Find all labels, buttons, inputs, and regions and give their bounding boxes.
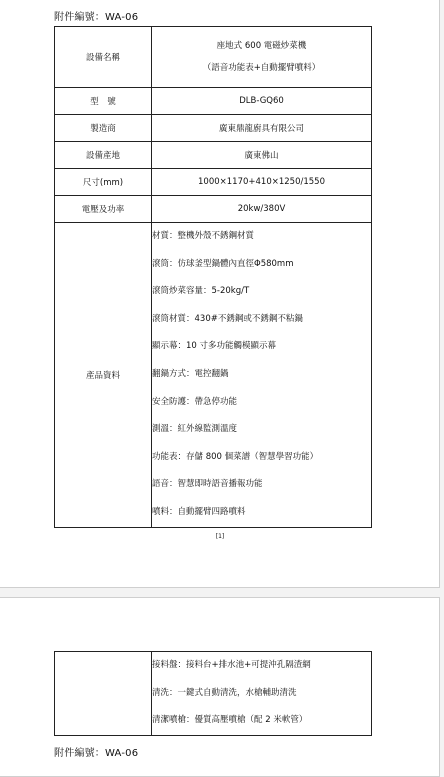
list-item: 安全防護：帶急停功能 [152, 396, 238, 407]
dimensions-label: 尺寸(mm) [55, 169, 152, 196]
list-item: 清洗：一鍵式自動清洗，水槍輔助清洗 [152, 687, 297, 698]
page-number: [1] [215, 533, 225, 540]
equipment-name-label: 設備名稱 [55, 27, 152, 88]
list-item: 語音：智慧即時語音播報功能 [152, 479, 263, 490]
list-item: 滾筒炒菜容量：5-20kg/T [152, 286, 250, 297]
list-item: 測溫：紅外線監測溫度 [152, 424, 238, 435]
attachment-reference-label: 附件編號：WA-06 [54, 748, 139, 759]
table-row-origin [55, 142, 372, 169]
power-value: 20kw/380V [152, 196, 372, 223]
model-value: DLB-GQ60 [152, 88, 372, 115]
list-item: 噴料：自動擺臂四路噴料 [152, 506, 246, 517]
product-info-list-continued [152, 652, 372, 736]
power-label: 電壓及功率 [55, 196, 152, 223]
table-row-manufacturer [55, 115, 372, 142]
manufacturer-value: 廣東鼎龍廚具有限公司 [152, 115, 372, 142]
table-row-dimensions [55, 169, 372, 196]
attachment-reference-label: 附件編號：WA-06 [54, 12, 139, 23]
equipment-spec-table-continued [54, 651, 372, 736]
product-info-label: 產品資料 [55, 223, 152, 528]
equipment-name-line1: 座地式 600 電磁炒菜機 [216, 41, 307, 51]
list-item: 接料盤：接料台+排水池+可提沖孔隔渣網 [152, 660, 311, 670]
list-item: 顯示幕：10 寸多功能觸模顯示幕 [152, 341, 277, 352]
table-row-power [55, 196, 372, 223]
list-item: 功能表：存儲 800 個菜譜（智慧學習功能） [152, 451, 319, 462]
table-row-product-info-continued [55, 652, 372, 736]
manufacturer-label: 製造商 [55, 115, 152, 142]
product-info-label-continued [55, 652, 152, 736]
list-item: 翻鍋方式：電控翻鍋 [152, 368, 229, 379]
origin-value: 廣東佛山 [152, 142, 372, 169]
table-row-product-info [55, 223, 372, 528]
list-item: 清潔噴槍：優質高壓噴槍（配 2 米軟管） [152, 715, 308, 726]
document-page-2 [0, 597, 440, 777]
equipment-spec-table [54, 26, 372, 528]
list-item: 滾筒材質：430#不銹鋼或不銹鋼不粘鍋 [152, 313, 303, 324]
list-item: 材質：整機外殼不銹鋼材質 [152, 231, 255, 241]
equipment-name-value [152, 27, 372, 88]
model-label: 型 號 [55, 88, 152, 115]
equipment-name-line2: （語音功能表+自動擺臂噴料） [202, 63, 321, 73]
origin-label: 設備產地 [55, 142, 152, 169]
table-row-model [55, 88, 372, 115]
dimensions-value: 1000×1170+410×1250/1550 [152, 169, 372, 196]
product-info-list [152, 223, 372, 528]
table-row-equipment-name [55, 27, 372, 88]
list-item: 滾筒：仿球釜型鍋體內直徑Φ580mm [152, 258, 294, 269]
